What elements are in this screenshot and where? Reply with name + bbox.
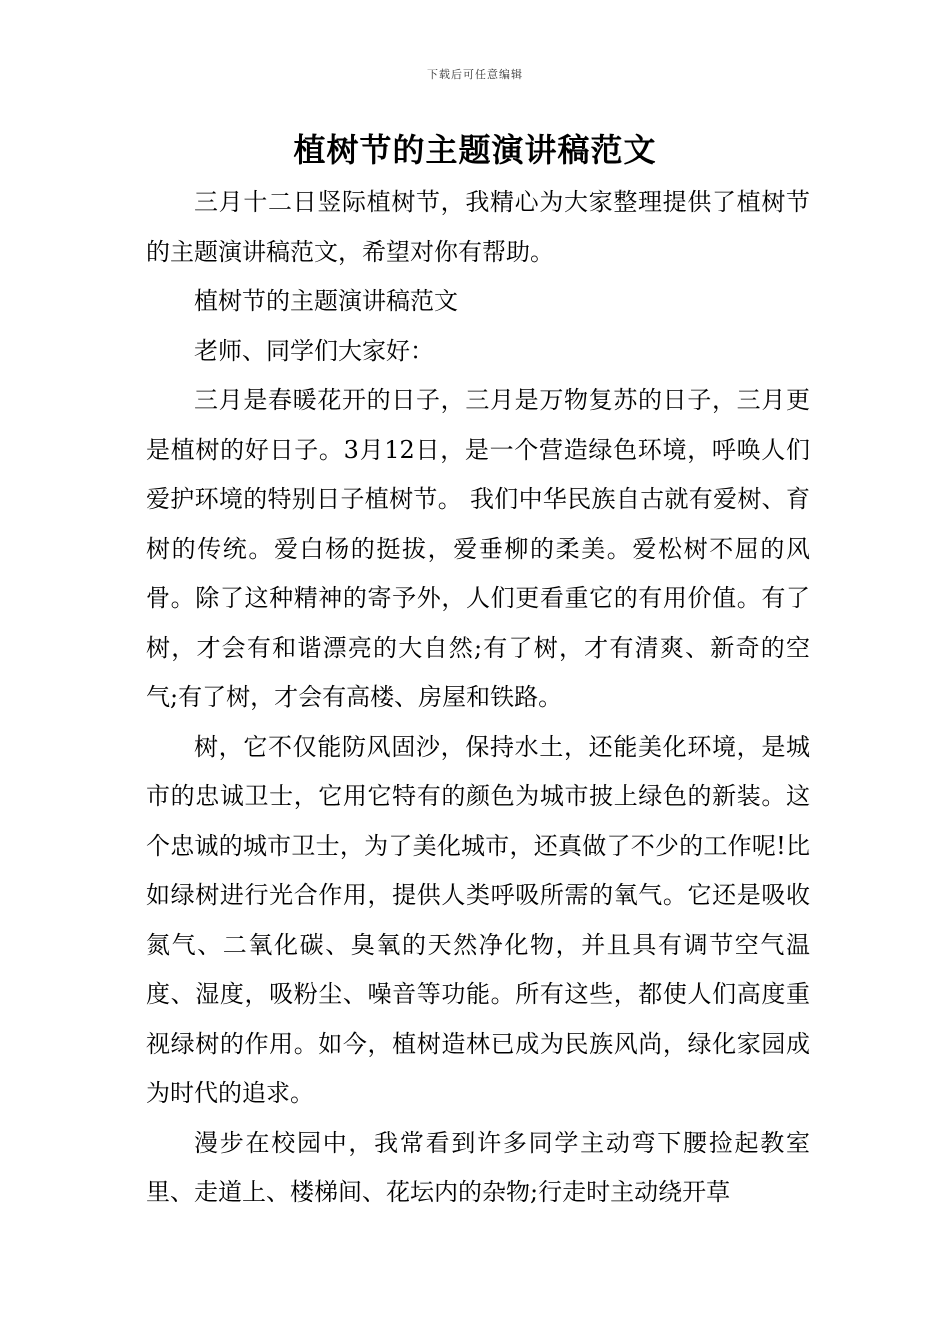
paragraph-subtitle: 植树节的主题演讲稿范文 — [194, 287, 458, 315]
document-title: 植树节的主题演讲稿范文 — [293, 131, 657, 169]
paragraph-trees: 树，它不仅能防风固沙，保持水土，还能美化环境，是城市的忠诚卫士，它用它特有的颜色为城市披上绿色的新装。这个忠诚的城市卫士，为了美化城市，还真做了不少的工作呢!比如绿树进行光合作用，提供人类呼吸所需的氧气。它还是吸收氮气、二氧化碳、臭氧的天然净化物，并且具有调节空气温度、湿度，吸粉尘、噪音等功能。所有这些，都使人们高度重视绿树的作用。如今，植树造林已成为民族风尚，绿化家园成为时代的追求。 — [146, 732, 810, 1107]
document-body — [146, 178, 810, 1218]
header-note: 下载后可任意编辑 — [427, 68, 523, 81]
paragraph-intro: 三月十二日竖际植树节，我精心为大家整理提供了植树节的主题演讲稿范文，希望对你有帮助。 — [146, 188, 810, 266]
paragraph-march: 三月是春暖花开的日子，三月是万物复苏的日子，三月更是植树的好日子。3月12日，是一个营造绿色环境，呼唤人们爱护环境的特别日子植树节。 我们中华民族自古就有爱树、育树的传统。爱白杨的挺拔，爱垂柳的柔美。爱松树不屈的风骨。除了这种精神的寄予外，人们更看重它的有用价值。有了树，才会有和谐漂亮的大自然;有了树，才有清爽、新奇的空气;有了树，才会有高楼、房屋和铁路。 — [146, 386, 810, 711]
paragraph-campus: 漫步在校园中，我常看到许多同学主动弯下腰捡起教室里、走道上、楼梯间、花坛内的杂物;行走时主动绕开草 — [146, 1128, 810, 1206]
paragraph-greeting: 老师、同学们大家好： — [194, 336, 434, 365]
